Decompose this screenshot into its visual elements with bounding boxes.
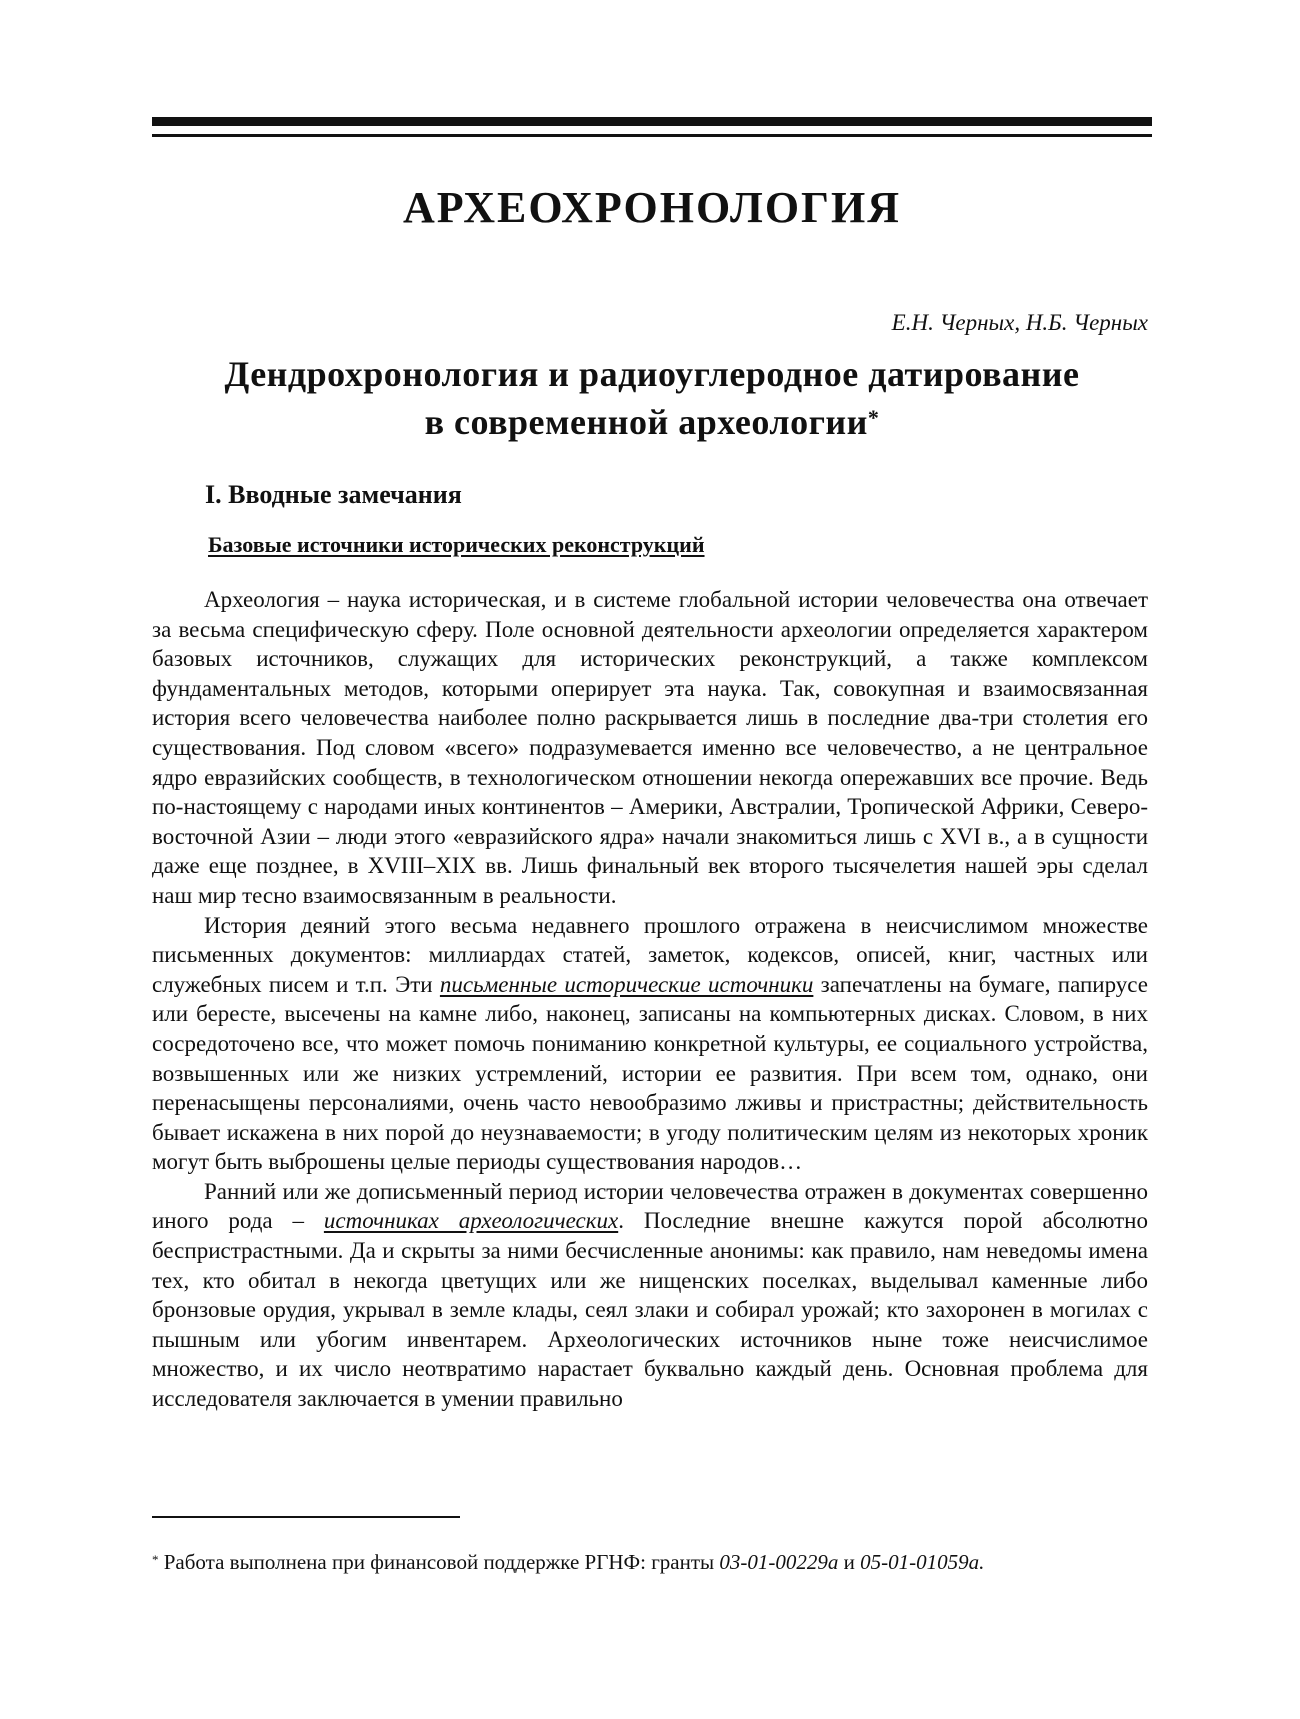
header-rule-thick bbox=[152, 117, 1152, 126]
subsection-heading: Базовые источники исторических реконструкций bbox=[208, 532, 705, 557]
paragraph-2-text-after: запечатлены на бумаге, папирусе или бересте, высечены на камне либо, наконец, записаны на компьютерных дисках. Словом, в них сосредоточено все, что может помочь пониманию конкретной культуры, ее социального устройства, возвышенных или же низких устремлений, истории ее развития. При всем том, однако, они перенасыщены персоналиями, очень часто невообразимо лживы и пристрастны; действительность бывает искажена в них порой до неузнаваемости; в угоду политическим целям из некоторых хроник могут быть выброшены целые периоды существования народов… bbox=[152, 971, 1148, 1175]
section-heading: I. Вводные замечания bbox=[205, 480, 462, 509]
paragraph-2 bbox=[152, 911, 1148, 1177]
article-title-line-2 bbox=[152, 398, 1152, 446]
term-archaeological-sources: источниках археологических bbox=[323, 1208, 619, 1234]
section-title: АРХЕОХРОНОЛОГИЯ bbox=[402, 183, 902, 232]
article-title bbox=[152, 350, 1152, 446]
body-text bbox=[152, 585, 1148, 1414]
paragraph-2-text-before: История деяний этого весьма недавнего прошлого отражена в неисчислимом множестве письменных документов: миллиардах статей, заметок, кодексов, описей, книг, частных или служебных писем и т.п. Эти bbox=[152, 912, 1148, 997]
footnote-text: Работа выполнена при финансовой поддержке РГНФ: гранты bbox=[158, 1550, 720, 1574]
article-authors: Е.Н. Черных, Н.Б. Черных bbox=[891, 310, 1148, 335]
grant-number-2: 05-01-01059а bbox=[860, 1550, 980, 1574]
paragraph-3 bbox=[152, 1177, 1148, 1414]
header-rule-thin bbox=[152, 134, 1152, 137]
footnote-end: . bbox=[979, 1550, 985, 1574]
paragraph-1: Археология – наука историческая, и в системе глобальной истории человечества она отвечает за весьма специфическую сферу. Поле основной деятельности археологии определяется характером базовых источников, служащих для исторических реконструкций, а также комплексом фундаментальных методов, которыми оперирует эта наука. Так, совокупная и взаимосвязанная история всего человечества наиболее полно раскрывается лишь в последние два-три столетия его существования. Под словом «всего» подразумевается именно все человечество, а не центральное ядро евразийских сообществ, в технологическом отношении некогда опережавших все прочие. Ведь по-настоящему с народами иных континентов – Америки, Австралии, Тропической Африки, Северо-восточной Азии – люди этого «евразийского ядра» начали знакомиться лишь с XVI в., а в сущности даже еще позднее, в XVIII–XIX вв. Лишь финальный век второго тысячелетия нашей эры сделал наш мир тесно взаимосвязанным в реальности. bbox=[152, 587, 1148, 908]
footnote-mark: * bbox=[152, 1552, 159, 1567]
article-title-line-1: Дендрохронология и радиоуглеродное датирование bbox=[224, 354, 1080, 394]
footnote-divider bbox=[152, 1516, 460, 1518]
term-written-sources: письменные исторические источники bbox=[439, 971, 814, 997]
grant-number-1: 03-01-00229а bbox=[719, 1550, 839, 1574]
footnote-reference-mark: * bbox=[867, 405, 880, 430]
article-title-line-2-text: в современной археологии bbox=[424, 402, 868, 442]
footnote-connector: и bbox=[838, 1550, 861, 1574]
paragraph-3-text-after: . Последние внешне кажутся порой абсолютно беспристрастными. Да и скрыты за ними бесчисленные анонимы: как правило, нам неведомы имена тех, кто обитал в некогда цветущих или же нищенских поселках, выделывал каменные либо бронзовые орудия, укрывал в земле клады, сеял злаки и собирал урожай; кто захоронен в могилах с пышным или убогим инвентарем. Археологических источников ныне тоже неисчислимое множество, и их число неотвратимо нарастает буквально каждый день. Основная проблема для исследователя заключается в умении правильно bbox=[152, 1208, 1148, 1412]
footnote bbox=[152, 1548, 1152, 1576]
paragraph-3-text-before: Ранний или же дописьменный период истории человечества отражен в документах совершенно иного рода – bbox=[152, 1178, 1148, 1234]
